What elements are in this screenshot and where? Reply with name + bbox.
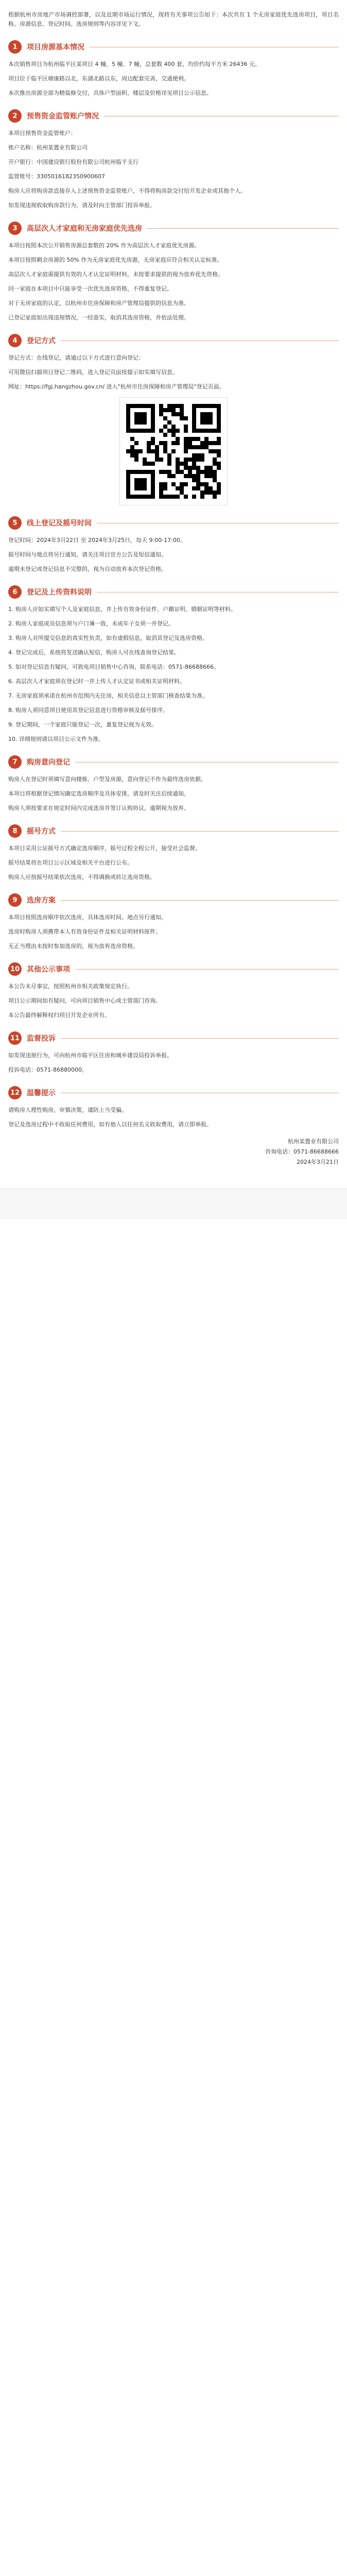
qr-code-image[interactable] <box>120 398 227 505</box>
section-paragraph: 高层次人才家庭需提供有效的人才认定证明材料，未按要求提供的视为放弃优先资格。 <box>8 271 223 278</box>
section-title: 登记方式 <box>27 337 56 345</box>
section-paragraph: 如发现违规行为，可向杭州市临平区住房和城乡建设局投诉举报。 <box>8 1052 172 1059</box>
section-divider <box>61 831 339 832</box>
section-title: 项目房源基本情况 <box>27 43 84 52</box>
section-paragraph: 项目公示期间如有疑问，可向项目销售中心或主管部门咨询。 <box>8 997 161 1004</box>
section-header <box>8 1086 339 1099</box>
section-paragraph: 本项目按照本次公开销售房源总套数的 20% 作为高层次人才家庭优先房源。 <box>8 242 200 249</box>
section-header <box>8 40 339 54</box>
section-header <box>8 585 339 599</box>
section-paragraph: 本项目按照选房顺序依次选房，具体选房时间、地点另行通知。 <box>8 914 167 921</box>
section-paragraph: 对于无房家庭的认定，以杭州市住房保障和房产管理局提供的信息为准。 <box>8 300 189 307</box>
section-paragraph: 2. 购房人家庭成员信息须与户口簿一致，未成年子女须一并登记。 <box>8 620 174 627</box>
section-number-badge: 8 <box>8 824 22 838</box>
section-title: 登记及上传资料说明 <box>27 588 92 597</box>
section-paragraph: 账户名称：杭州某置业有限公司 <box>8 144 88 151</box>
section-header <box>8 1031 339 1045</box>
footer <box>8 1137 339 1167</box>
section-title: 选房方案 <box>27 896 56 905</box>
section-paragraph: 7. 无房家庭须承诺在杭州市范围内无住房，相关信息以主管部门核查结果为准。 <box>8 692 208 699</box>
section-paragraph: 可用微信扫描项目登记二维码，进入登记页面按提示如实填写信息。 <box>8 369 178 376</box>
section-paragraph: 本次推出房源全部为精装修交付，具体户型面积、楼层及价格详见项目公示信息。 <box>8 90 212 96</box>
page <box>0 0 347 1167</box>
qr-code-wrapper <box>8 398 339 505</box>
section-paragraph: 摇号结果将在项目公示区域及相关平台进行公布。 <box>8 859 133 866</box>
section-divider <box>61 1038 339 1039</box>
section-paragraph: 如发现违规收取购房款行为，请及时向主管部门投诉举报。 <box>8 202 155 209</box>
section-paragraph: 选房时购房人须携带本人有效身份证件及相关证明材料原件。 <box>8 928 161 935</box>
section-title: 摇号方式 <box>27 827 56 836</box>
section-number-badge: 12 <box>8 1086 22 1099</box>
section-paragraph: 本次销售项目为杭州临平区某项目 4 幢、5 幢、7 幢，总套数 400 套，均价约每平方米 26436 元。 <box>8 61 261 67</box>
footer-date: 2024年3月21日 <box>297 1159 339 1165</box>
section-paragraph: 同一家庭在本项目中只能享受一次优先选房资格，不得重复登记。 <box>8 285 172 292</box>
bottom-bar <box>0 1188 347 1219</box>
section-paragraph: 登记及选房过程中不收取任何费用，如有他人以任何名义收取费用，请立即举报。 <box>8 1121 212 1128</box>
footer-hotline <box>8 1147 339 1157</box>
section-paragraph: 本项目预售资金监管账户： <box>8 130 76 137</box>
section-paragraph: 8. 购房人须同意项目使用其登记信息进行资格审核及摇号排序。 <box>8 707 168 714</box>
section-header <box>8 962 339 976</box>
section-paragraph: 本项目将根据登记情况确定选房顺序及具体安排，请及时关注后续通知。 <box>8 790 189 797</box>
section-number-badge: 7 <box>8 755 22 769</box>
section-number-badge: 11 <box>8 1031 22 1045</box>
footer-hotline-label: 咨询电话： <box>265 1148 294 1155</box>
section-paragraph: 请购房人理性购房，审慎决策，谨防上当受骗。 <box>8 1107 127 1113</box>
section-paragraph: 购房人应按摇号结果依次选房，不得调换或转让选房资格。 <box>8 874 155 880</box>
intro-paragraph: 根据杭州市房地产市场调控部署，以及近期市场运行情况，现将有关事项公告如下：本次共有 1 个无房家庭优先选房项目，项目名称、房源信息、登记时间、选房规则等内容详见下文。 <box>8 11 339 27</box>
section-paragraph: 本公告未尽事宜，按照杭州市相关政策规定执行。 <box>8 983 133 990</box>
section-title: 线上登记及摇号时间 <box>27 519 92 528</box>
section-number-badge: 4 <box>8 334 22 347</box>
section-paragraph: 6. 高层次人才家庭须在登记时一并上传人才认定证书或相关证明材料。 <box>8 678 185 685</box>
section-number-badge: 9 <box>8 893 22 907</box>
footer-hotline-number[interactable]: 0571-86688666 <box>293 1148 339 1155</box>
section-paragraph: 项目位于临平区塘康路以北，东湖北路以东，周边配套完善，交通便利。 <box>8 75 189 82</box>
section-number-badge: 2 <box>8 109 22 123</box>
section-header <box>8 824 339 838</box>
section-header <box>8 893 339 907</box>
section-title: 温馨提示 <box>27 1089 56 1097</box>
section-paragraph: 10. 详细规则请以项目公示文件为准。 <box>8 736 104 742</box>
section-paragraph: 网址：https://fgj.hangzhou.gov.cn/ 进入"杭州市住房保障和房产管理局"登记页面。 <box>8 383 225 390</box>
footer-company: 杭州某置业有限公司 <box>288 1138 339 1145</box>
section-header <box>8 222 339 235</box>
section-paragraph: 投诉电话：0571-86880000。 <box>8 1066 88 1073</box>
section-paragraph: 购房人应将购房款直接存入上述预售资金监管账户，不得将购房款交付给开发企业或其他个人。 <box>8 188 246 194</box>
section-paragraph: 无正当理由未按时参加选房的，视为放弃选房资格。 <box>8 943 138 950</box>
section-divider <box>75 969 339 970</box>
sections-container <box>8 40 339 1129</box>
section-paragraph: 登记时间：2024年3月22日 至 2024年3月25日，每天 9:00-17:00。 <box>8 537 186 544</box>
section-number-badge: 5 <box>8 516 22 530</box>
section-divider <box>147 228 339 229</box>
section-paragraph: 购房人须按要求在规定时间内完成选房并签订认购协议，逾期视为放弃。 <box>8 805 189 811</box>
section-title: 购房意向登记 <box>27 758 70 767</box>
section-paragraph: 本项目采用公证摇号方式确定选房顺序，摇号过程全程公开，接受社会监督。 <box>8 845 201 852</box>
section-paragraph: 逾期未登记或登记信息不完整的，视为自动放弃本次登记资格。 <box>8 566 167 572</box>
section-title: 其他公示事项 <box>27 965 70 974</box>
section-title: 监督投诉 <box>27 1035 56 1043</box>
section-number-badge: 3 <box>8 222 22 235</box>
section-number-badge: 1 <box>8 40 22 54</box>
section-paragraph: 摇号时间与地点将另行通知，请关注项目官方公告及短信通知。 <box>8 551 167 558</box>
section-paragraph: 3. 购房人对所提交信息的真实性负责，如有虚假信息，取消其登记及选房资格。 <box>8 635 208 641</box>
section-paragraph: 本公告最终解释权归项目开发企业所有。 <box>8 1012 110 1019</box>
section-paragraph: 本项目按照剩余房源的 50% 作为无房家庭优先房源，无房家庭应符合相关认定标准。 <box>8 257 223 263</box>
section-paragraph: 5. 如对登记信息有疑问，可致电项目销售中心咨询，联系电话：0571-86688666。 <box>8 664 219 670</box>
section-number-badge: 6 <box>8 585 22 599</box>
section-header <box>8 516 339 530</box>
section-header <box>8 755 339 769</box>
section-paragraph: 已登记家庭如出现违规情况，一经查实，取消其选房资格，并依法处理。 <box>8 314 189 321</box>
section-number-badge: 10 <box>8 962 22 976</box>
section-title: 高层次人才家庭和无房家庭优先选房 <box>27 225 142 233</box>
section-paragraph: 监管账号：3305016182350900607 <box>8 173 105 180</box>
section-paragraph: 登记方式：在线登记，请通过以下方式进行意向登记： <box>8 354 144 361</box>
section-paragraph: 9. 登记期间，一个家庭只能登记一次，重复登记视为无效。 <box>8 721 157 728</box>
section-paragraph: 购房人在登记时须填写意向楼栋、户型及房源，意向登记不作为最终选房依据。 <box>8 776 206 783</box>
section-header <box>8 334 339 347</box>
section-paragraph: 1. 购房人应如实填写个人及家庭信息，并上传有效身份证件、户籍证明、婚姻证明等材料。 <box>8 606 236 613</box>
section-title: 预售资金监管账户情况 <box>27 112 99 121</box>
section-divider <box>61 900 339 901</box>
section-header <box>8 109 339 123</box>
section-paragraph: 4. 登记完成后，系统将发送确认短信，购房人可在线查询登记结果。 <box>8 649 180 656</box>
section-paragraph: 开户银行：中国建设银行股份有限公司杭州临平支行 <box>8 159 138 165</box>
